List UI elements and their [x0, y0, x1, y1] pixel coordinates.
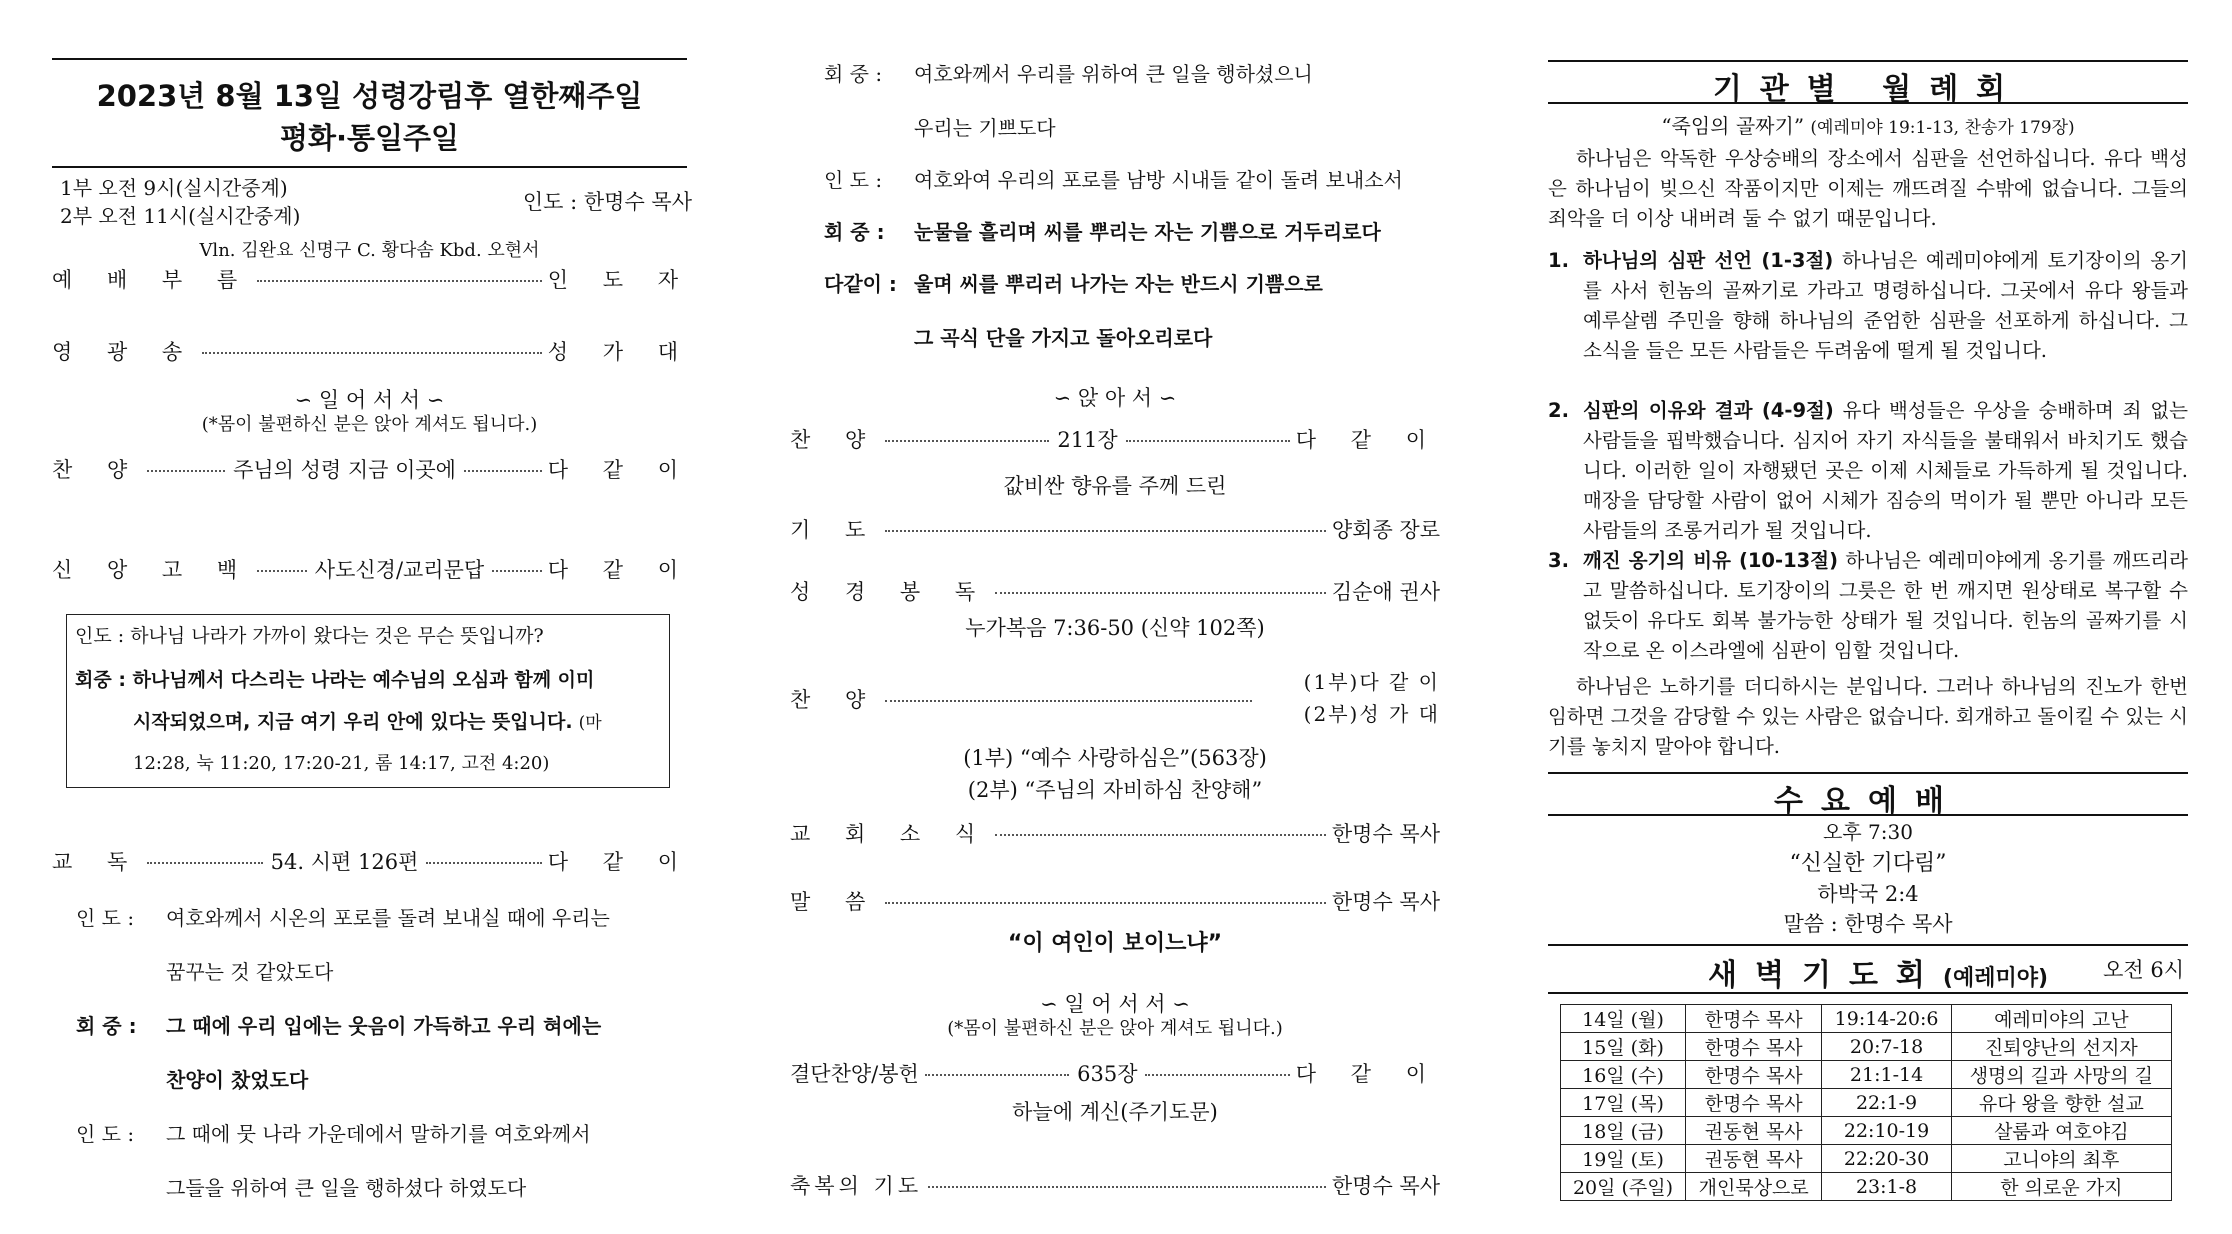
meeting-subject-title: “죽임의 골짜기” [1661, 114, 1805, 138]
reference-cell: 22:20-30 [1822, 1145, 1951, 1173]
order-gloria [52, 336, 692, 366]
order-hymn-211 [790, 424, 1440, 454]
responsive-tag: 회 중 : [824, 220, 885, 244]
title-cell: 유다 왕을 향한 설교 [1951, 1089, 2171, 1117]
table-row [1561, 1005, 2172, 1033]
order-person: 다 같 이 [547, 558, 693, 582]
table-row [1561, 1089, 2172, 1117]
offering-title: 하늘에 계신(주기도문) [1012, 1100, 1218, 1124]
point-heading: 하나님의 심판 선언 (1-3절) [1583, 249, 1834, 272]
catechism-ref-start: (마 [578, 713, 602, 733]
leader-dots [928, 1186, 1326, 1188]
choir-who-1: (1부)다 같 이 [1303, 670, 1440, 694]
table-row [1561, 1117, 2172, 1145]
preacher-cell: 권동현 목사 [1685, 1145, 1821, 1173]
table-row [1561, 1033, 2172, 1061]
responsive-text: 그들을 위하여 큰 일을 행하셨다 하였도다 [166, 1176, 527, 1200]
meeting-point-2 [1548, 396, 2188, 546]
point-number: 1. [1548, 249, 1569, 272]
responsive-text: 여호와여 우리의 포로를 남방 시내들 같이 돌려 보내소서 [914, 168, 1403, 192]
musicians: Vln. 김완요 신명구 C. 황다솜 Kbd. 오현서 [199, 240, 540, 261]
reference-cell: 22:1-9 [1822, 1089, 1951, 1117]
order-label: 예 배 부 름 [52, 268, 252, 292]
meeting-point-1 [1548, 246, 2188, 366]
order-hymn [52, 454, 692, 484]
stand-instruction: ∽ 일 어 서 서 ∽ [1040, 992, 1190, 1016]
meeting-subject-ref: (예레미야 19:1-13, 찬송가 179장) [1810, 118, 2075, 138]
section-rule [1548, 944, 2188, 946]
order-person: 다 같 이 [1295, 428, 1440, 452]
sit-instruction: ∽ 앉 아 서 ∽ [1053, 386, 1177, 410]
responsive-line [76, 1118, 692, 1147]
responsive-text: 찬양이 찼었도다 [166, 1068, 309, 1092]
title-cell: 진퇴양난의 선지자 [1951, 1033, 2171, 1061]
service-time-1: 1부 오전 9시(실시간중계) [60, 176, 288, 200]
responsive-line [76, 1010, 692, 1039]
catechism-q [75, 621, 544, 648]
order-person: 성 가 대 [547, 340, 692, 364]
day-cell: 18일 (금) [1561, 1117, 1686, 1145]
meeting-subject [1548, 110, 2188, 139]
responsive-text: 꿈꾸는 것 같았도다 [166, 960, 334, 984]
responsive-tag: 다같이 : [824, 272, 897, 296]
point-number: 3. [1548, 549, 1569, 572]
order-label: 말 씀 [790, 890, 880, 914]
point-number: 2. [1548, 399, 1569, 422]
header-rule [52, 166, 687, 168]
leader-dots [885, 700, 1252, 702]
responsive-text: 그 곡식 단을 가지고 돌아오리로다 [914, 326, 1213, 350]
choir-song-2: (2부) “주님의 자비하심 찬양해” [967, 778, 1263, 802]
order-label: 성 경 봉 독 [790, 580, 990, 604]
responsive-line [76, 1172, 692, 1201]
order-benediction [790, 1170, 1440, 1200]
order-label: 신 앙 고 백 [52, 558, 252, 582]
meeting-intro: 하나님은 악독한 우상숭배의 장소에서 심판을 선언하십니다. 유다 백성은 하나님이 빚으신 작품이지만 이제는 깨뜨려질 수밖에 없습니다. 그들의 죄악을 더 이상 내버려 둘 수 없기 때문입니다. [1548, 147, 2188, 230]
order-call-to-worship [52, 264, 692, 294]
table-row [1561, 1061, 2172, 1089]
day-cell: 19일 (토) [1561, 1145, 1686, 1173]
point-heading: 심판의 이유와 결과 (4-9절) [1583, 399, 1834, 422]
responsive-text: 여호와께서 시온의 포로를 돌려 보내실 때에 우리는 [166, 906, 610, 930]
order-label: 영 광 송 [52, 340, 197, 364]
hymn-title: 값비싼 향유를 주께 드린 [1003, 474, 1227, 498]
meeting-point-3 [1548, 546, 2188, 666]
leader-dots [885, 440, 1049, 442]
leader-dots [885, 902, 1326, 904]
leader-dots [426, 862, 541, 864]
order-label: 기 도 [790, 518, 880, 542]
worship-leader: 인도 : 한명수 목사 [522, 190, 692, 214]
responsive-line [76, 1064, 692, 1093]
leader-dots [464, 470, 542, 472]
responsive-line [76, 956, 692, 985]
responsive-text: 그 때에 우리 입에는 웃음이 가득하고 우리 혀에는 [166, 1014, 602, 1038]
scripture-reference: 누가복음 7:36-50 (신약 102쪽) [965, 616, 1265, 640]
leader-dots [257, 280, 542, 282]
responsive-line [76, 902, 692, 931]
responsive-line [824, 322, 1440, 351]
order-person: 한명수 목사 [1331, 822, 1440, 846]
title-cell: 예레미야의 고난 [1951, 1005, 2171, 1033]
catechism-a-text: 하나님께서 다스리는 나라는 예수님의 오심과 함께 이미 [132, 669, 595, 691]
catechism-q-tag: 인도 : [75, 625, 125, 647]
leader-dots [995, 834, 1326, 836]
wednesday-preacher: 말씀 : 한명수 목사 [1783, 912, 1953, 936]
order-label: 찬 양 [790, 428, 880, 452]
catechism-a-tag: 회중 : [75, 669, 126, 691]
stand-instruction: ∽ 일 어 서 서 ∽ [294, 388, 445, 412]
title-cell: 한 의로운 가지 [1951, 1173, 2171, 1201]
leader-dots [147, 470, 225, 472]
dawn-prayer-time: 오전 6시 [2103, 958, 2184, 982]
responsive-text: 여호와께서 우리를 위하여 큰 일을 행하셨으니 [914, 62, 1313, 86]
leader-dots [492, 570, 542, 572]
bulletin-title: 2023년 8월 13일 성령강림후 열한째주일 [96, 79, 643, 113]
order-person: 양회종 장로 [1331, 518, 1440, 542]
order-person: 다 같 이 [547, 458, 693, 482]
point-text: 유다 백성들은 우상을 숭배하며 죄 없는 사람들을 핍박했습니다. 심지어 자기 자식들을 불태워서 바치기도 했습니다. 이러한 일이 자행됐던 곳은 이제 시체들로 가득하게 될 것입니다. 매장을 담당할 사람이 없어 시체가 짐승의 먹이가 될 뿐만 아니라 모든 사람들의 조롱거리가 될 것입니다. [1583, 399, 2188, 542]
order-person: 김순애 권사 [1331, 580, 1440, 604]
dawn-prayer-title-text: 새벽기도회 [1708, 958, 1943, 993]
reference-cell: 22:10-19 [1822, 1117, 1951, 1145]
point-text: 하나님은 예레미야에게 토기장이의 옹기를 사서 힌놈의 골짜기로 가라고 명령하십니다. 그곳에서 유다 왕들과 예루살렘 주민을 향해 하나님의 준엄한 심판을 선포하게 하십니다. 그 소식을 들은 모든 사람들은 두려움에 떨게 될 것입니다. [1583, 249, 2188, 362]
responsive-line [824, 216, 1440, 245]
top-rule [52, 58, 687, 60]
leader-dots [995, 592, 1326, 594]
responsive-tag: 회 중 : [824, 62, 883, 86]
point-heading: 깨진 옹기의 비유 (10-13절) [1583, 549, 1838, 572]
order-label: 교 회 소 식 [790, 822, 990, 846]
order-label: 교 독 [52, 850, 142, 874]
catechism-q-text: 하나님 나라가 가까이 왔다는 것은 무슨 뜻입니까? [130, 625, 544, 647]
catechism-ref: 12:28, 눅 11:20, 17:20-21, 롬 14:17, 고전 4:20) [133, 753, 550, 774]
title-cell: 생명의 길과 사망의 길 [1951, 1061, 2171, 1089]
order-label: 찬 양 [790, 688, 880, 712]
section-rule [1548, 102, 2188, 104]
wednesday-service-title: 수요예배 [1774, 784, 1962, 819]
order-scripture [790, 576, 1440, 606]
order-responsive-reading [52, 846, 692, 876]
preacher-cell: 한명수 목사 [1685, 1033, 1821, 1061]
responsive-text: 그 때에 뭇 나라 가운데에서 말하기를 여호와께서 [166, 1122, 591, 1146]
creed-title: 사도신경/교리문답 [314, 558, 485, 582]
order-offering [790, 1058, 1440, 1088]
reference-cell: 20:7-18 [1822, 1033, 1951, 1061]
day-cell: 17일 (목) [1561, 1089, 1686, 1117]
dawn-prayer-schedule [1560, 1004, 2172, 1201]
stand-note: (*몸이 불편하신 분은 앉아 계셔도 됩니다.) [201, 414, 538, 435]
order-person: 인 도 자 [547, 268, 692, 292]
responsive-line [824, 58, 1440, 87]
section-rule [1548, 60, 2188, 62]
day-cell: 20일 (주일) [1561, 1173, 1686, 1201]
leader-dots [147, 862, 262, 864]
sermon-title: “이 여인이 보이느냐” [1007, 931, 1223, 956]
service-time-2: 2부 오전 11시(실시간중계) [60, 204, 301, 228]
hymn-number: 211장 [1057, 428, 1118, 452]
reference-cell: 19:14-20:6 [1822, 1005, 1951, 1033]
order-person: 다 같 이 [1295, 1062, 1441, 1086]
preacher-cell: 한명수 목사 [1685, 1061, 1821, 1089]
order-person: 한명수 목사 [1331, 890, 1440, 914]
order-label: 결단찬양/봉헌 [790, 1062, 919, 1086]
responsive-line [824, 164, 1440, 193]
order-prayer [790, 514, 1440, 544]
preacher-cell: 개인묵상으로 [1685, 1173, 1821, 1201]
order-announcements [790, 818, 1440, 848]
responsive-text: 우리는 기쁘도다 [914, 116, 1056, 140]
leader-dots [885, 530, 1326, 532]
leader-dots [257, 570, 307, 572]
catechism-a-cont [133, 707, 602, 734]
responsive-tag: 회 중 : [76, 1014, 137, 1038]
table-row [1561, 1173, 2172, 1201]
wednesday-reference: 하박국 2:4 [1817, 882, 1919, 906]
order-label: 찬 양 [52, 458, 142, 482]
preacher-cell: 한명수 목사 [1685, 1089, 1821, 1117]
leader-dots [202, 352, 542, 354]
leader-dots [1126, 440, 1290, 442]
order-person: 다 같 이 [547, 850, 693, 874]
order-person: 한명수 목사 [1331, 1174, 1440, 1198]
leader-dots [925, 1074, 1069, 1076]
reading-title: 54. 시편 126편 [270, 850, 419, 874]
responsive-text: 눈물을 흘리며 씨를 뿌리는 자는 기쁨으로 거두리로다 [914, 220, 1381, 244]
catechism-box [66, 614, 670, 788]
catechism-a [75, 665, 594, 692]
dawn-prayer-book: (예레미야) [1942, 966, 2049, 991]
responsive-text: 울며 씨를 뿌리러 나가는 자는 반드시 기쁨으로 [914, 272, 1323, 296]
section-rule [1548, 772, 2188, 774]
wednesday-subject: “신실한 기다림” [1789, 851, 1947, 876]
wednesday-time: 오후 7:30 [1823, 820, 1913, 844]
choir-song-1: (1부) “예수 사랑하심은”(563장) [963, 746, 1267, 770]
hymn-title: 주님의 성령 지금 이곳에 [233, 458, 456, 482]
point-text: 하나님은 예레미야에게 옹기를 깨뜨리라고 말씀하십니다. 토기장이의 그릇은 한 번 깨지면 원상태로 복구할 수 없듯이 유다도 회복 불가능한 상태가 될 것입니다. 힌놈의 골짜기를 시작으로 온 이스라엘에 심판이 임할 것입니다. [1583, 549, 2188, 662]
dawn-prayer-header [1548, 950, 2188, 993]
column-order-of-worship-1 [52, 0, 692, 1234]
responsive-tag: 인 도 : [76, 1122, 135, 1146]
title-cell: 살룸과 여호야김 [1951, 1117, 2171, 1145]
dawn-prayer-title [1708, 950, 2048, 994]
stand-note: (*몸이 불편하신 분은 앉아 계셔도 됩니다.) [947, 1018, 1283, 1039]
order-sermon [790, 886, 1440, 916]
bulletin-subtitle: 평화·통일주일 [279, 121, 460, 155]
responsive-line [824, 268, 1440, 297]
preacher-cell: 권동현 목사 [1685, 1117, 1821, 1145]
day-cell: 16일 (수) [1561, 1061, 1686, 1089]
order-creed [52, 554, 692, 584]
choir-who-2: (2부)성 가 대 [1303, 702, 1440, 726]
leader-dots [1145, 1074, 1289, 1076]
meeting-outro: 하나님은 노하기를 더디하시는 분입니다. 그러나 하나님의 진노가 한번 임하면 그것을 감당할 수 있는 사람은 없습니다. 회개하고 돌이킬 수 있는 시기를 놓치지 말아야 합니다. [1548, 675, 2188, 758]
monthly-meeting-title: 기관별 월례회 [1712, 72, 2024, 107]
table-row [1561, 1145, 2172, 1173]
reference-cell: 23:1-8 [1822, 1173, 1951, 1201]
order-label: 축복의 기도 [790, 1174, 923, 1198]
day-cell: 14일 (월) [1561, 1005, 1686, 1033]
title-cell: 고니야의 최후 [1951, 1145, 2171, 1173]
responsive-line [824, 112, 1440, 141]
offering-hymn: 635장 [1077, 1062, 1138, 1086]
column-announcements [1548, 0, 2188, 1234]
column-order-of-worship-2 [790, 0, 1440, 1234]
catechism-a-text-2: 시작되었으며, 지금 여기 우리 안에 있다는 뜻입니다. [133, 711, 573, 733]
day-cell: 15일 (화) [1561, 1033, 1686, 1061]
reference-cell: 21:1-14 [1822, 1061, 1951, 1089]
preacher-cell: 한명수 목사 [1685, 1005, 1821, 1033]
responsive-tag: 인 도 : [76, 906, 135, 930]
section-rule [1548, 992, 2188, 994]
responsive-tag: 인 도 : [824, 168, 883, 192]
